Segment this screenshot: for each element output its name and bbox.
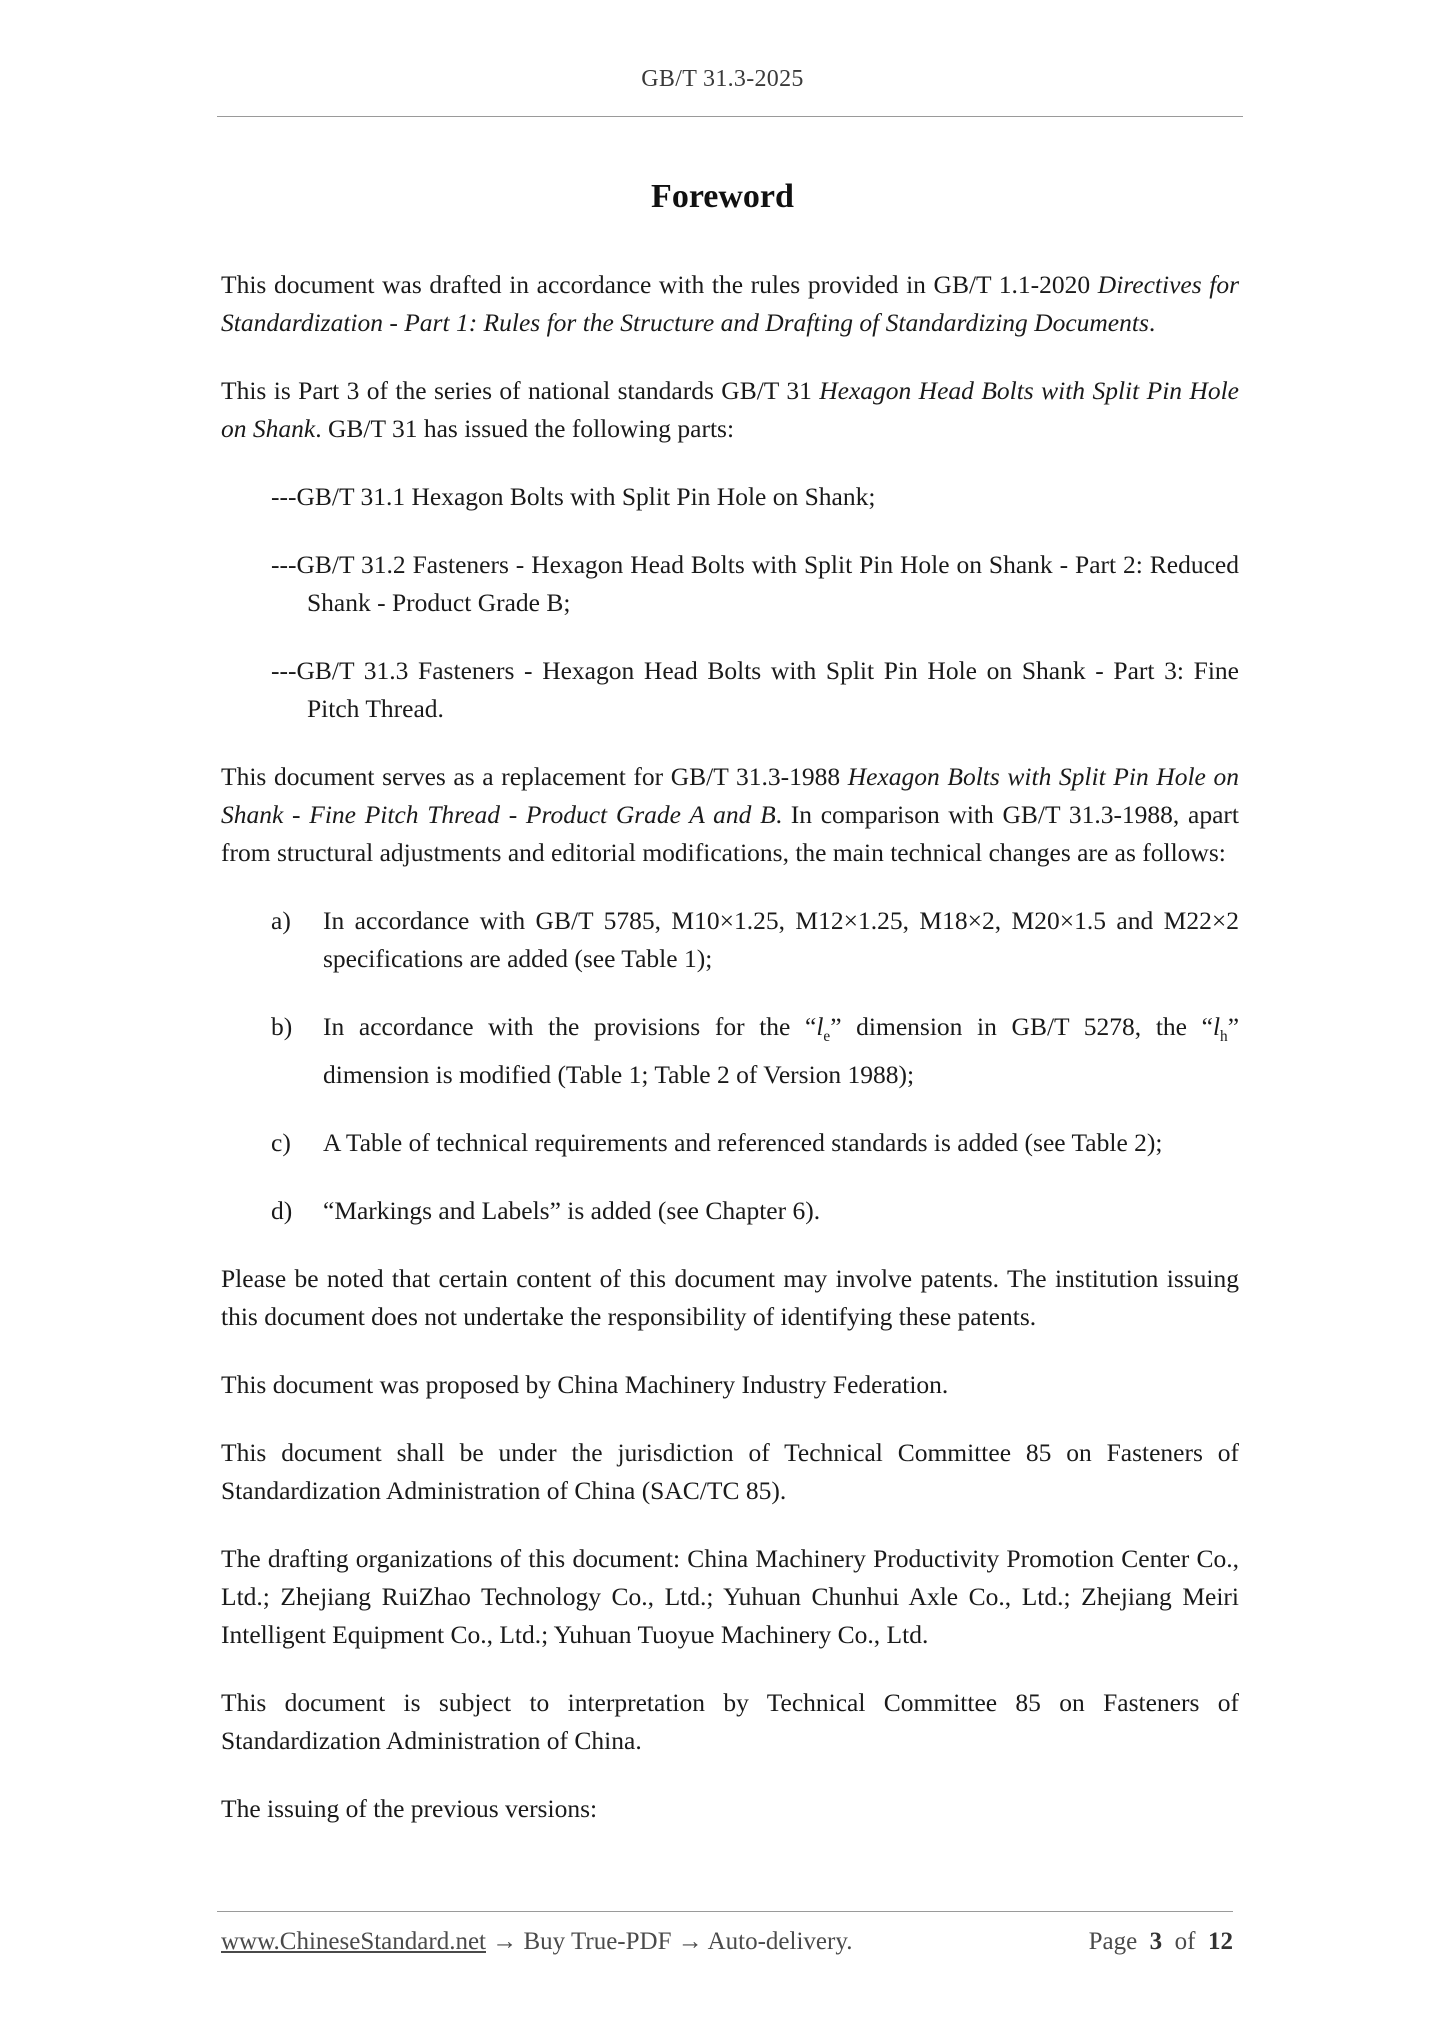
part-list-item-2: ---GB/T 31.2 Fasteners - Hexagon Head Bolts with Split Pin Hole on Shank - Part 2: Reduced Shank - Product Grade B; (271, 550, 1239, 617)
page-title: Foreword (651, 178, 794, 215)
paragraph-previous-versions: The issuing of the previous versions: (221, 1794, 598, 1824)
paragraph-interpretation: This document is subject to interpretation by Technical Committee 85 on Fasteners of Standardization Administration of China. (221, 1688, 1239, 1756)
item-text: In accordance with GB/T 5785, M10×1.25, M12×1.25, M18×2, M20×1.5 and M22×2 specifications are added (see Table 1); (323, 906, 1239, 973)
italic-title: Directives for Standardization - Part 1: Rules for the Structure and Drafting of Standardizing Documents (221, 270, 1239, 337)
symbol-l: l (1212, 1012, 1221, 1041)
page-indicator (1089, 1928, 1233, 1956)
change-item-d (271, 1192, 1239, 1230)
change-item-a (271, 902, 1239, 978)
paragraph-patents: Please be noted that certain content of this document may involve patents. The institution issuing this document does not undertake the responsibility of identifying these patents. (221, 1264, 1239, 1332)
part-list-item-1: ---GB/T 31.1 Hexagon Bolts with Split Pin Hole on Shank; (271, 482, 876, 511)
page-total: 12 (1208, 1928, 1233, 1955)
item-label: a) (271, 906, 291, 935)
text: ” dimension is modified (Table 1; Table 2 of Version 1988); (323, 1012, 1240, 1090)
footer-promo (221, 1928, 852, 1956)
item-label: d) (271, 1196, 293, 1226)
paragraph-series-info (221, 372, 1239, 448)
paragraph-drafting-rules (221, 266, 1239, 342)
paragraph-replacement (221, 758, 1239, 872)
site-link[interactable]: www.ChineseStandard.net (221, 1928, 486, 1955)
of-word: of (1174, 1928, 1196, 1955)
italic-title: Hexagon Bolts with Split Pin Hole on Shank - Fine Pitch Thread - Product Grade A and B (221, 762, 1239, 829)
arrow-icon: → (486, 1928, 524, 1955)
arrow-icon: → (671, 1928, 708, 1955)
subscript-h: h (1220, 1028, 1228, 1046)
delivery-text: Auto-delivery. (707, 1928, 853, 1955)
page-header: GB/T 31.3-2025 (641, 66, 804, 92)
text: This document serves as a replacement for GB/T 31.3-1988 (221, 762, 848, 791)
change-item-b (271, 1008, 1239, 1094)
text: . In comparison with GB/T 31.3-1988, apart from structural adjustments and editorial modifications, the main technical changes are as follows: (221, 800, 1239, 867)
text: This document was drafted in accordance with the rules provided in GB/T 1.1-2020 (221, 270, 1098, 299)
paragraph-jurisdiction: This document shall be under the jurisdiction of Technical Committee 85 on Fasteners of Standardization Administration of China (SAC/TC 85). (221, 1438, 1239, 1506)
header-divider (217, 116, 1243, 117)
text: This is Part 3 of the series of national standards GB/T 31 (221, 376, 820, 405)
item-text: A Table of technical requirements and referenced standards is added (see Table 2); (323, 1128, 1163, 1158)
part-list-item-3: ---GB/T 31.3 Fasteners - Hexagon Head Bolts with Split Pin Hole on Shank - Part 3: Fine Pitch Thread. (271, 656, 1239, 723)
subscript-e: e (823, 1028, 831, 1046)
document-body (221, 266, 1239, 1858)
text: . GB/T 31 has issued the following parts: (315, 414, 735, 443)
buy-text: Buy True-PDF (523, 1928, 672, 1955)
paragraph-drafting-organizations: The drafting organizations of this document: China Machinery Productivity Promotion Center Co., Ltd.; Zhejiang RuiZhao Technology Co., Ltd.; Yuhuan Chunhui Axle Co., Ltd.; Zhejiang Meiri Intelligent Equipment Co., Ltd.; Yuhuan Tuoyue Machinery Co., Ltd. (221, 1544, 1239, 1650)
change-item-c (271, 1124, 1239, 1162)
page-word: Page (1088, 1928, 1138, 1955)
footer-divider (217, 1911, 1233, 1912)
item-label: b) (271, 1012, 293, 1041)
symbol-l: l (816, 1012, 824, 1041)
item-text (323, 1012, 1239, 1089)
italic-title: Hexagon Head Bolts with Split Pin Hole on Shank (221, 376, 1239, 443)
item-text: “Markings and Labels” is added (see Chapter 6). (323, 1196, 821, 1226)
text: In accordance with the provisions for the “ (323, 1012, 817, 1041)
paragraph-proposed-by: This document was proposed by China Machinery Industry Federation. (221, 1370, 949, 1400)
text: ” dimension in GB/T 5278, the “ (830, 1012, 1213, 1041)
page-number: 3 (1149, 1928, 1163, 1955)
text: . (1148, 308, 1156, 337)
item-label: c) (271, 1128, 291, 1158)
